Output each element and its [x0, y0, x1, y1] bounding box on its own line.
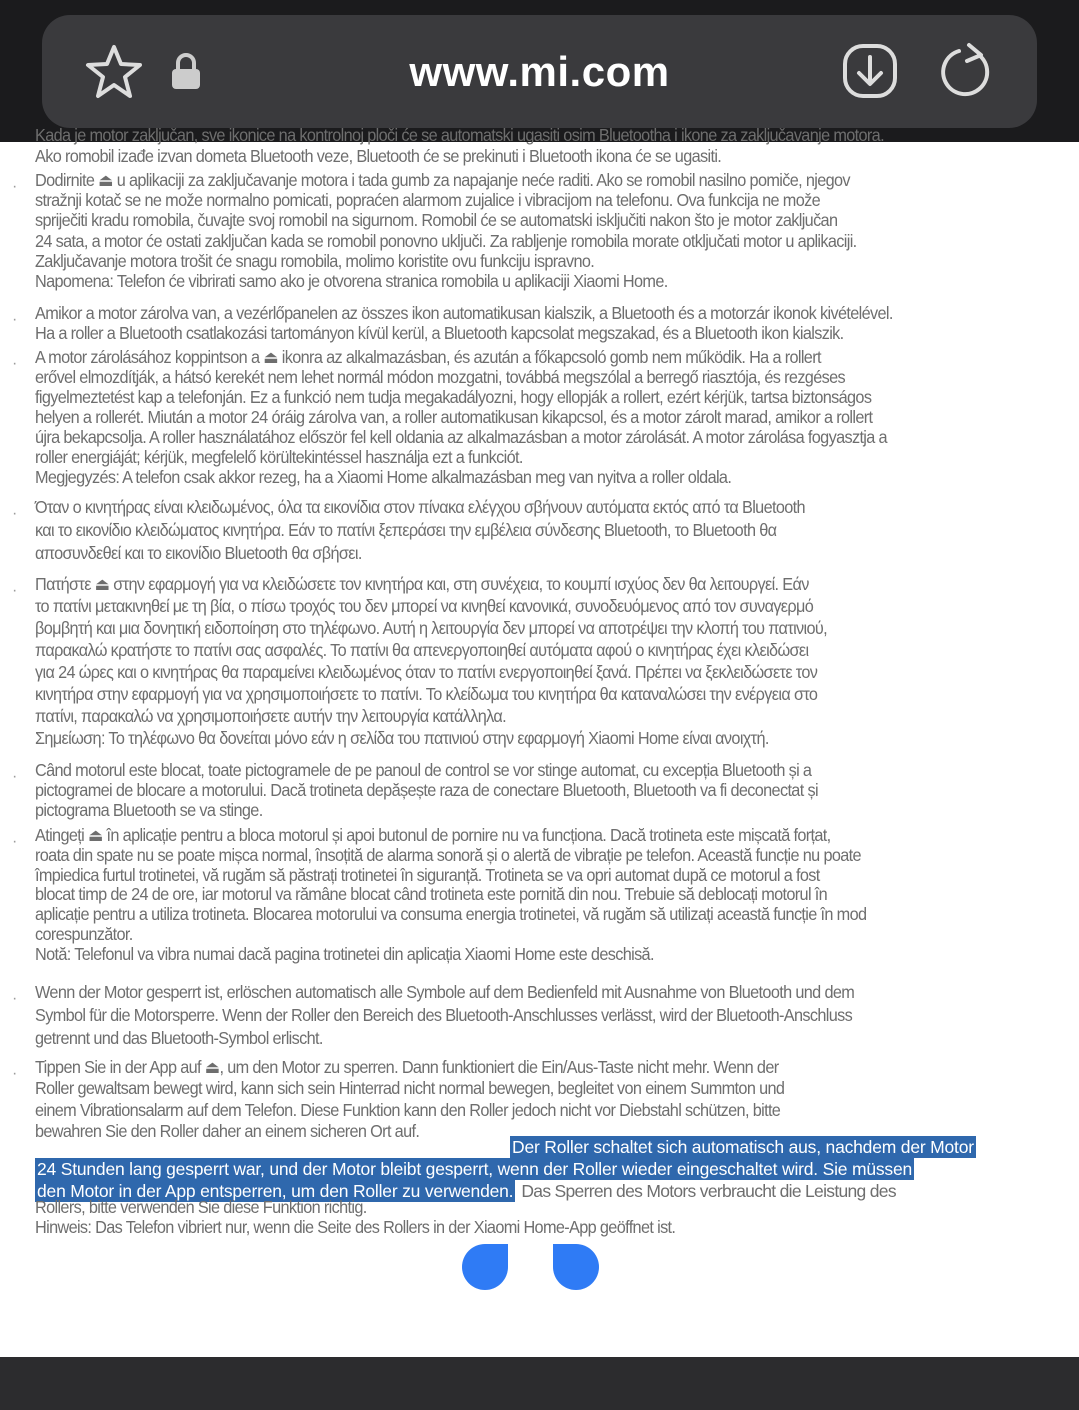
- selected-text[interactable]: 24 Stunden lang gesperrt war, und der Motor bleibt gesperrt, wenn der Roller wieder eingeschaltet wird. Sie müssen: [37, 1159, 913, 1179]
- text-line: [510, 1137, 976, 1157]
- selection-start-handle[interactable]: [462, 1244, 508, 1290]
- bullet-marker: ·: [12, 178, 18, 195]
- text-line: spriječiti kradu romobila, čuvajte svoj romobil na sigurnom. Romobil će se automatski isključiti nakon što je motor zaključan: [35, 210, 838, 231]
- text-line: újra bekapcsolja. A roller használatához először fel kell oldania az alkalmazásban a motor zárolását. A motor zárolása fogyasztja a: [35, 427, 887, 447]
- selected-text[interactable]: den Motor in der App entsperren, um den Roller zu verwenden.: [37, 1181, 514, 1201]
- text-line: A motor zárolásához koppintson a ⏏ ikonra az alkalmazásban, és azután a főkapcsoló gomb nem működik. Ha a rollert: [35, 347, 821, 367]
- text-line: Wenn der Motor gesperrt ist, erlöschen automatisch alle Symbole auf dem Bedienfeld mit Ausnahme von Bluetooth und dem: [35, 982, 855, 1002]
- unselected-text: Das Sperren des Motors verbraucht die Leistung des: [521, 1181, 896, 1201]
- text-line: Ha a roller a Bluetooth csatlakozási tartományon kívül kerül, a Bluetooth kapcsolat megszakad, és a Bluetooth ikon kialszik.: [35, 323, 844, 343]
- text-line: erővel elmozdítják, a hátsó kerekét nem lehet normál módon mozgatni, továbbá megszólal a berregő riasztója, és rezgéses: [35, 367, 845, 387]
- text-line: roata din spate nu se poate mișca normal, însoțită de alarma sonoră și o alertă de vibrație pe telefon. Această funcție nu poate: [35, 844, 861, 865]
- text-line: Symbol für die Motorsperre. Wenn der Roller den Bereich des Bluetooth-Anschlusses verlässt, wird der Bluetooth-Anschluss: [35, 1005, 853, 1025]
- text-line: einem Vibrationsalarm auf dem Telefon. Diese Funktion kann den Roller jedoch nicht vor Diebstahl schützen, bitte: [35, 1099, 781, 1120]
- text-line: το πατίνι μετακινηθεί με τη βία, ο πίσω τροχός του δεν μπορεί να κινηθεί κανονικά, συνοδευόμενος από τον συναγερμό: [35, 596, 814, 616]
- bullet-marker: ·: [12, 355, 18, 372]
- text-line: Σημείωση: Το τηλέφωνο θα δονείται μόνο εάν η σελίδα του πατινιού στην εφαρμογή Xiaomi Home είναι ανοιχτή.: [35, 728, 769, 748]
- text-line: pictograma Bluetooth se va stinge.: [35, 800, 263, 820]
- bullet-marker: ·: [12, 311, 18, 328]
- text-line: 24 sata, a motor će ostati zaključan kada se romobil ponovno uključi. Za rabljenje romobila morate otključati motor u aplikaciji.: [35, 230, 857, 251]
- text-line: Megjegyzés: A telefon csak akkor rezeg, ha a Xiaomi Home alkalmazásban meg van nyitva a roller oldala.: [35, 467, 732, 487]
- text-line: Notă: Telefonul va vibra numai dacă pagina trotinetei din aplicația Xiaomi Home este deschisă.: [35, 943, 654, 964]
- text-line: Tippen Sie in der App auf ⏏, um den Motor zu sperren. Dann funktioniert die Ein/Aus-Taste nicht mehr. Wenn der: [35, 1057, 779, 1077]
- text-line: Ako romobil izađe izvan dometa Bluetooth veze, Bluetooth će se prekinuti i Bluetooth ikona će se ugasiti.: [35, 145, 722, 166]
- text-line: bewahren Sie den Roller daher an einem sicheren Ort auf.: [35, 1120, 420, 1141]
- text-line: corespunzător.: [35, 924, 133, 944]
- bullet-marker: ·: [12, 582, 18, 599]
- text-line: Hinweis: Das Telefon vibriert nur, wenn die Seite des Rollers in der Xiaomi Home-App geöffnet ist.: [35, 1217, 676, 1237]
- text-line: Atingeți ⏏ în aplicație pentru a bloca motorul și apoi butonul de pornire nu va funcționa. Dacă trotineta este mișcată forțat,: [35, 825, 831, 845]
- text-line: παρακαλώ κρατήστε το πατίνι σας ασφαλές. Το πατίνι θα απενεργοποιηθεί αυτόματα αφού ο κινητήρας έχει κλειδώσει: [35, 640, 809, 660]
- text-line: Rollers, bitte verwenden Sie diese Funktion richtig.: [35, 1197, 367, 1217]
- text-line: κινητήρα στην εφαρμογή για να χρησιμοποιήσετε το πατίνι. Το κλείδωμα του κινητήρα θα καταναλώσει την ενέργεια στο: [35, 684, 818, 704]
- selected-text[interactable]: Der Roller schaltet sich automatisch aus, nachdem der Motor: [512, 1137, 974, 1157]
- text-line: Napomena: Telefon će vibrirati samo ako je otvorena stranica romobila u aplikaciji Xiaomi Home.: [35, 271, 668, 291]
- download-icon[interactable]: [842, 43, 898, 99]
- url-text[interactable]: www.mi.com: [409, 48, 670, 95]
- bullet-marker: ·: [12, 768, 18, 785]
- text-line: helyen a rollerét. Miután a motor 24 óráig zárolva van, a roller automatikusan kikapcsol, és a motor zárolt marad, amikor a rollert: [35, 407, 873, 427]
- text-line: Amikor a motor zárolva van, a vezérlőpanelen az összes ikon automatikusan kialszik, a Bluetooth és a motorzár ikonok kivételével.: [35, 303, 893, 323]
- text-line: stražnji kotač se ne može normalno pomicati, popraćen alarmom zujalice i vibracijom na telefonu. Ova funkcija ne može: [35, 190, 821, 211]
- text-line: Kada je motor zaključan, sve ikonice na kontrolnoj ploči će se automatski ugasiti osim Bluetootha i ikone za zaključavanje motora.: [35, 125, 884, 145]
- bullet-marker: ·: [12, 990, 18, 1007]
- text-line: Όταν ο κινητήρας είναι κλειδωμένος, όλα τα εικονίδια στον πίνακα ελέγχου σβήνουν αυτόματα εκτός από τα Bluetooth: [35, 497, 805, 517]
- text-line: Când motorul este blocat, toate pictogramele de pe panoul de control se vor stinge automat, cu excepția Bluetooth și a: [35, 760, 812, 780]
- text-line: για 24 ώρες και ο κινητήρας θα παραμείνει κλειδωμένος όταν το πατίνι ενεργοποιηθεί ξανά. Πρέπει να ξεκλειδώσετε τον: [35, 662, 818, 682]
- text-line: aplicație pentru a utiliza trotineta. Blocarea motorului va consuma energia trotinetei, vă rugăm să utilizați această funcție în mod: [35, 904, 867, 925]
- text-line: pictogramei de blocare a motorului. Dacă trotineta depășește raza de conectare Bluetooth, Bluetooth va fi deconectat și: [35, 780, 818, 800]
- text-line: [35, 1159, 914, 1179]
- text-line: roller energiáját; kérjük, megfelelő körültekintéssel használja ezt a funkciót.: [35, 447, 523, 467]
- text-line: βομβητή και μια δονητική ειδοποίηση στο τηλέφωνο. Αυτή η λειτουργία δεν μπορεί να αποτρέψει την κλοπή του πατινιού,: [35, 618, 828, 638]
- bullet-marker: ·: [12, 1065, 18, 1082]
- document-page: [0, 125, 1079, 1357]
- text-line: αποσυνδεθεί και το εικονίδιο Bluetooth θα σβήσει.: [35, 543, 362, 563]
- bullet-marker: ·: [12, 833, 18, 850]
- text-line: πατίνι, παρακαλώ να χρησιμοποιήσετε αυτήν την λειτουργία κατάλληλα.: [35, 706, 506, 726]
- browser-toolbar: [0, 0, 1079, 142]
- text-line: και το εικονίδιο κλειδώματος κινητήρα. Εάν το πατίνι ξεπεράσει την εμβέλεια σύνδεσης Bluetooth, το Bluetooth θα: [35, 520, 777, 540]
- text-line: getrennt und das Bluetooth-Symbol erlischt.: [35, 1028, 323, 1048]
- bullet-marker: ·: [12, 505, 18, 522]
- bottom-navigation-bar: [0, 1357, 1079, 1410]
- text-line: împiedica furtul trotinetei, vă rugăm să păstrați trotinetei în siguranță. Trotineta se va opri automat după ce motorul a fost: [35, 864, 820, 885]
- address-bar[interactable]: [42, 15, 1037, 128]
- text-line: Πατήστε ⏏ στην εφαρμογή για να κλειδώσετε τον κινητήρα και, στη συνέχεια, το κουμπί ισχύος δεν θα λειτουργεί. Εάν: [35, 574, 809, 594]
- text-line: Roller gewaltsam bewegt wird, kann sich sein Hinterrad nicht normal bewegen, begleitet von einem Summton und: [35, 1078, 785, 1099]
- selection-end-handle[interactable]: [553, 1244, 599, 1290]
- text-line: blocat timp de 24 de ore, iar motorul va rămâne blocat când trotineta este pornită din nou. Trebuie să deblocați motorul în: [35, 884, 828, 905]
- reload-icon[interactable]: [939, 41, 995, 101]
- text-line: figyelmeztetést kap a telefonján. Ez a funkció nem tudja megakadályozni, hogy ellopják a rollert, ezért kérjük, tartsa biztonságos: [35, 387, 872, 407]
- text-line: Dodirnite ⏏ u aplikaciji za zaključavanje motora i tada gumb za napajanje neće raditi. Ako se romobil nasilno pomiče, njegov: [35, 170, 850, 190]
- text-line: Zaključavanje motora trošit će snagu romobila, molimo koristite ovu funkciju ispravno.: [35, 250, 595, 271]
